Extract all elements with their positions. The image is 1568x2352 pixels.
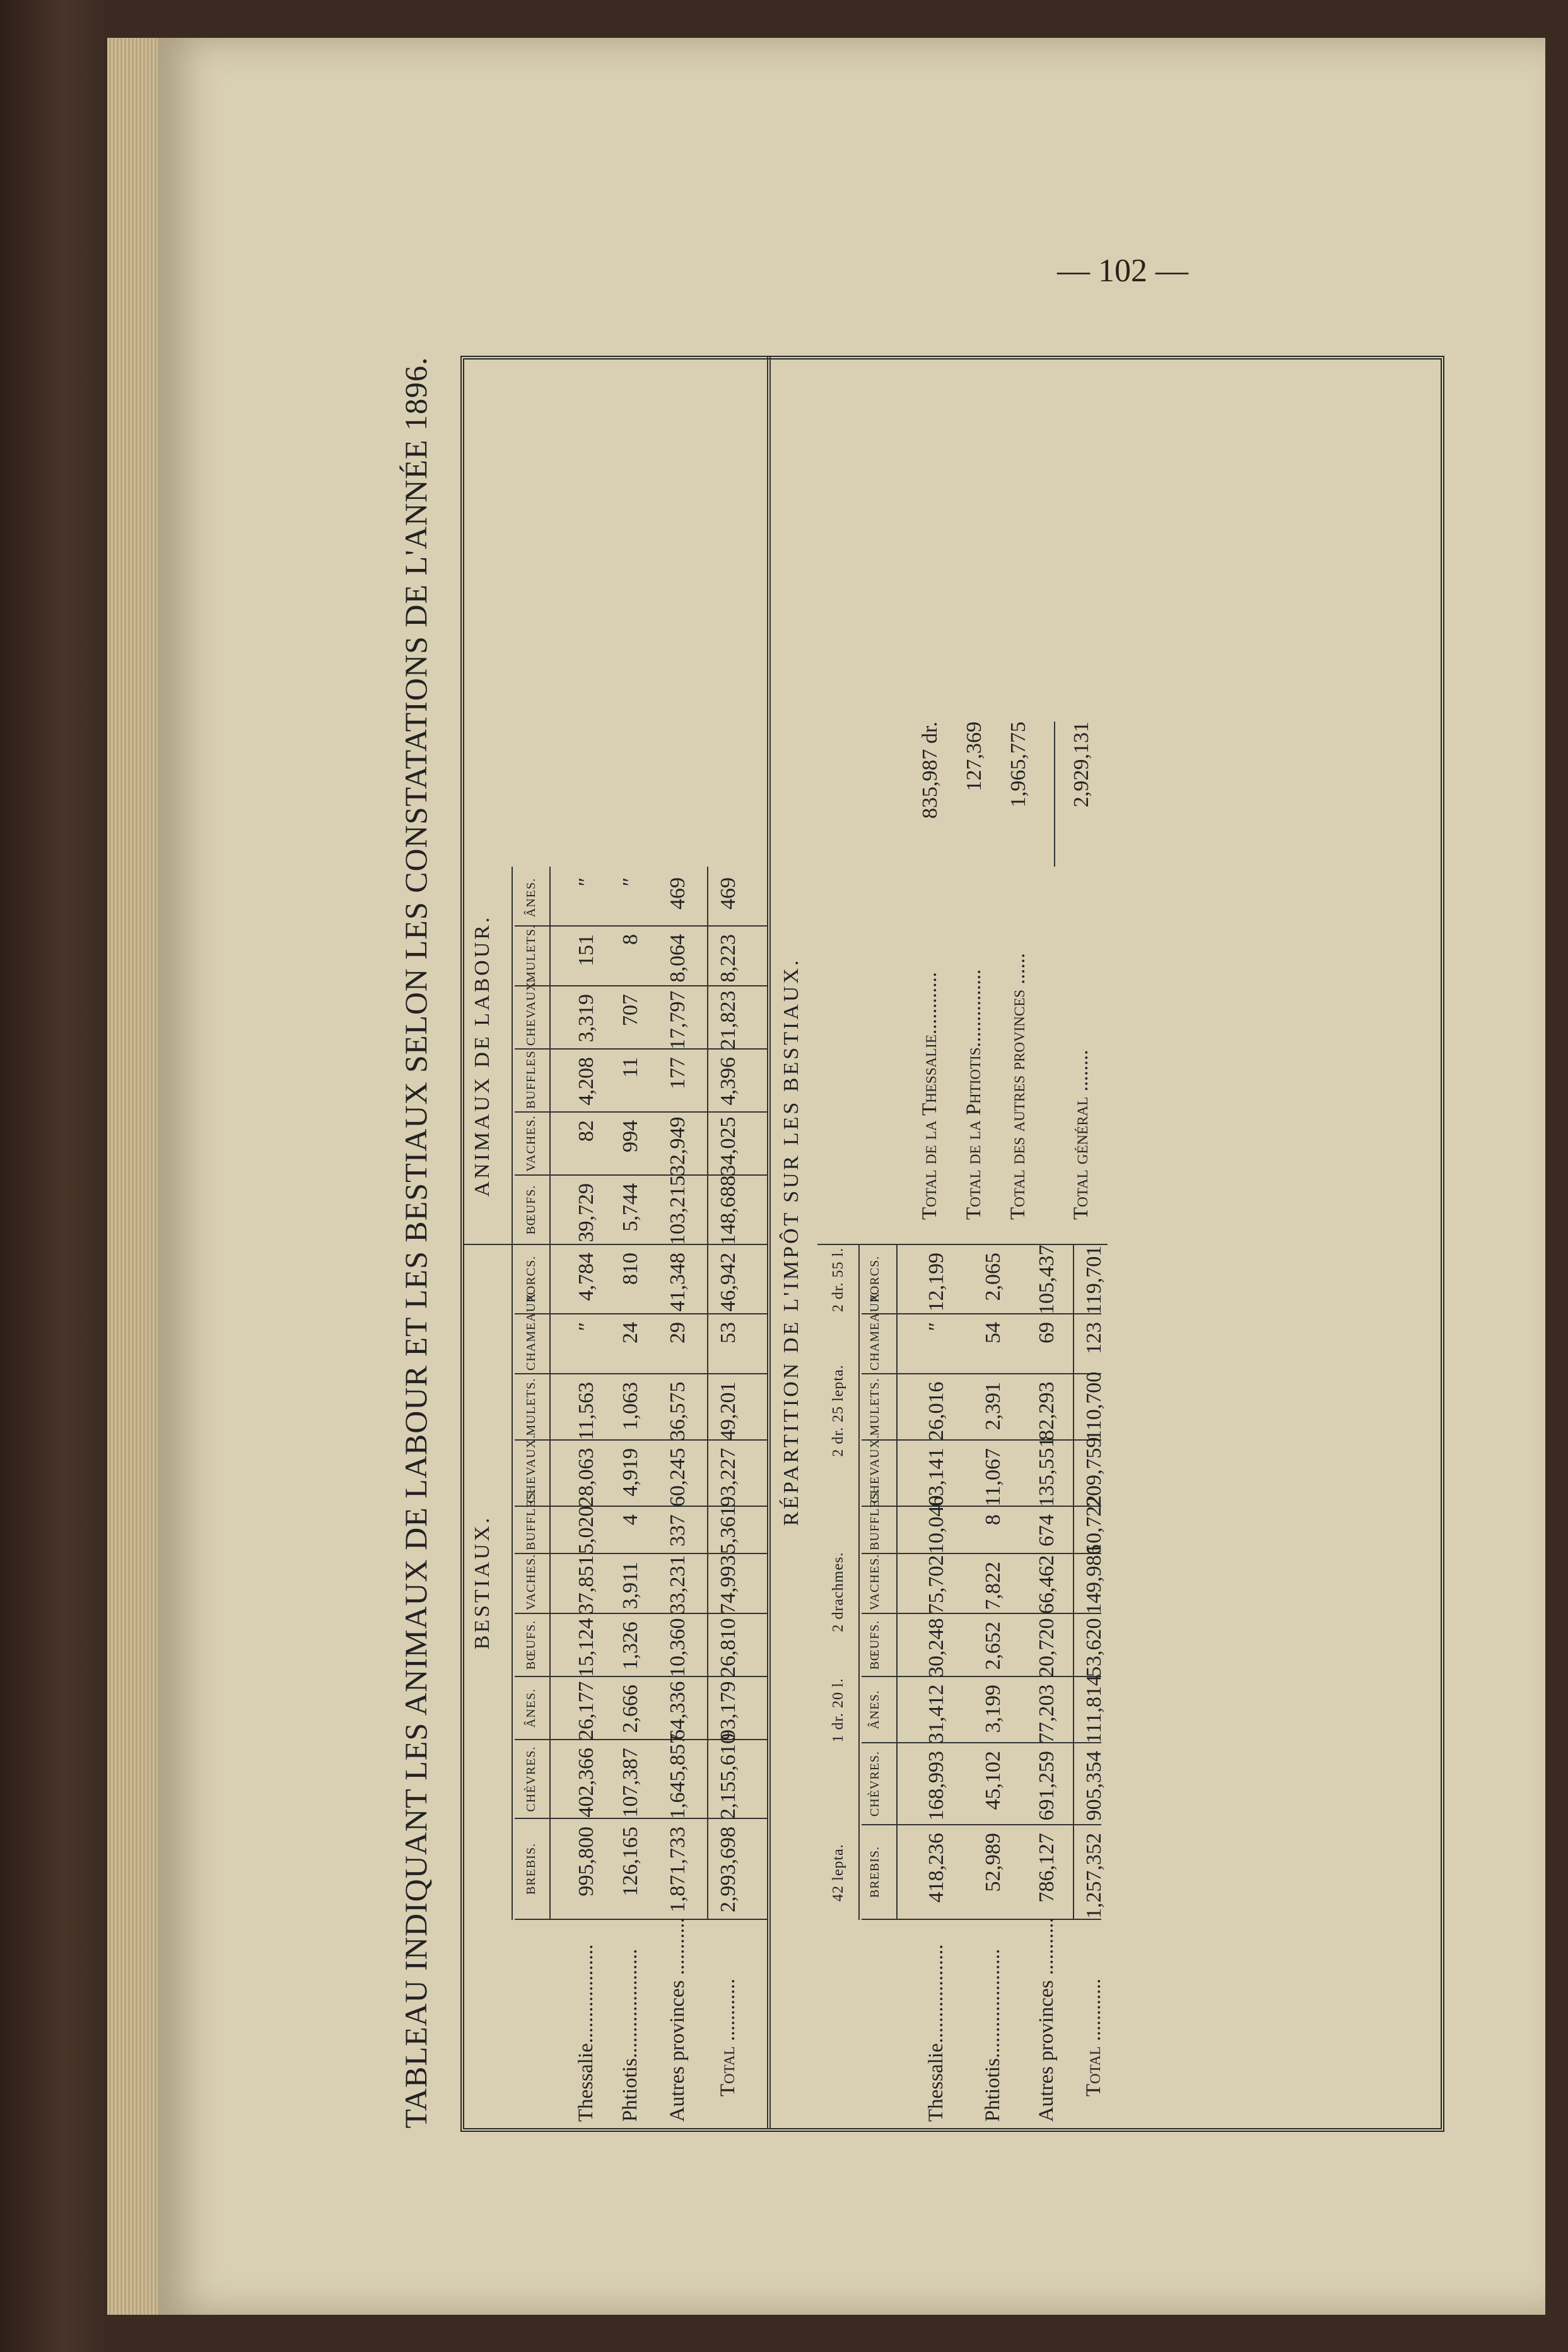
table-cell: 52,989 [981, 1833, 1005, 1892]
table-title: TABLEAU INDIQUANT LES ANIMAUX DE LABOUR ET LES BESTIAUX SELON LES CONSTATATIONS DE L'ANNÉE 1896. [398, 356, 433, 2129]
table-cell: 8,064 [666, 934, 689, 983]
table-cell: 151 [575, 934, 598, 966]
table-cell: 69 [1035, 1322, 1058, 1343]
column-header: CHEVAUX. [524, 977, 538, 1046]
header-rule [512, 867, 513, 1920]
table-cell: 24 [619, 1322, 642, 1343]
table-cell: 26,177 [575, 1681, 598, 1740]
table-cell: 707 [619, 994, 642, 1026]
column-header: BŒUFS. [524, 1620, 538, 1670]
total-label: Total des autres provinces ...... [1007, 953, 1029, 1220]
table-cell: 469 [717, 877, 740, 910]
row-label: Total ............ [717, 1979, 739, 2097]
column-header: PORCS. [868, 1255, 882, 1303]
table-cell: 418,236 [925, 1833, 948, 1903]
table-cell: 810 [619, 1253, 642, 1285]
table-cell: 177 [666, 1057, 689, 1089]
rotated-table-area [398, 353, 1482, 2132]
table-frame [460, 356, 1444, 2132]
total-general-rule [1054, 722, 1055, 867]
total-label: Total de la Thessalie............ [918, 972, 941, 1220]
table-cell: 49,201 [717, 1381, 740, 1441]
header-bottom-rule [896, 1245, 898, 1920]
table-cell: 31,412 [925, 1684, 948, 1743]
table-cell: 2,065 [981, 1253, 1005, 1301]
column-header: VACHES. [524, 1553, 538, 1610]
table-cell: 10,360 [666, 1618, 689, 1677]
table-cell: ″ [575, 1322, 598, 1331]
table-cell: 26,810 [717, 1618, 740, 1677]
table-cell: 1,645,857 [666, 1733, 689, 1819]
table-cell: 4,396 [717, 1057, 740, 1106]
column-header: MULETS. [524, 925, 538, 983]
table-cell: 4 [619, 1514, 642, 1525]
rate-group: 2 drachmes. [830, 1552, 846, 1632]
table-cell: 3,911 [619, 1562, 642, 1610]
table-cell: 994 [619, 1120, 642, 1152]
table-cell: 3,199 [981, 1685, 1005, 1733]
table-cell: 34,025 [717, 1116, 740, 1176]
column-header: CHÈVRES. [868, 1750, 882, 1817]
table-cell: 8,223 [717, 934, 740, 983]
table-cell: 66,462 [1035, 1555, 1058, 1614]
page-edges [107, 38, 164, 2315]
total-value: 835,987 dr. [918, 722, 942, 819]
book-spine [0, 0, 107, 2352]
table-cell: 123 [1082, 1322, 1106, 1354]
table-cell: 20,720 [1035, 1618, 1058, 1677]
table-cell: 209,759 [1082, 1437, 1106, 1507]
table-cell: 5,361 [717, 1506, 740, 1554]
table-cell: 5,744 [619, 1183, 642, 1232]
total-label: Total de la Phtiotis............... [962, 969, 985, 1220]
table-cell: 111,814 [1082, 1675, 1106, 1743]
table-cell: ″ [925, 1322, 948, 1331]
table-cell: 4,919 [619, 1448, 642, 1497]
table-cell: 103,215 [666, 1175, 689, 1245]
table-cell: 74,993 [717, 1555, 740, 1614]
table-cell: 39,729 [575, 1183, 598, 1243]
table-cell: 2,391 [981, 1382, 1005, 1431]
column-header: VACHES. [524, 1115, 538, 1172]
row-label: Total ............ [1082, 1979, 1105, 2097]
table-cell: 2,155,610 [717, 1733, 740, 1819]
column-header: CHAMEAUX. [868, 1289, 882, 1371]
total-value: 1,965,775 [1007, 722, 1030, 807]
column-header: ÂNES. [524, 1688, 538, 1728]
table-cell: 54 [981, 1322, 1005, 1343]
column-header: BŒUFS. [868, 1620, 882, 1670]
table-cell: 8 [619, 934, 642, 945]
table-cell: 3,319 [575, 994, 598, 1043]
total-value: 127,369 [962, 722, 986, 792]
table-cell: 77,203 [1035, 1684, 1058, 1743]
table-cell: 10,722 [1082, 1495, 1106, 1554]
table-cell: 402,366 [575, 1748, 598, 1818]
table-cell: 93,227 [717, 1448, 740, 1507]
rate-group: 2 dr. 25 lepta. [830, 1364, 846, 1457]
table-cell: 63,141 [925, 1448, 948, 1507]
column-header: CHÈVRES. [524, 1746, 538, 1812]
row-label: Phtiotis..................... [619, 1948, 641, 2122]
table-cell: 12,199 [925, 1253, 948, 1312]
table-cell: 674 [1035, 1514, 1058, 1547]
row-label: Thessalie................... [925, 1944, 947, 2122]
table-cell: 93,179 [717, 1681, 740, 1740]
column-header: BREBIS. [868, 1846, 882, 1899]
column-header: VACHES. [868, 1553, 882, 1610]
table-cell: 53,620 [1082, 1618, 1106, 1677]
table-cell: 469 [666, 877, 689, 910]
table-cell: 29 [666, 1322, 689, 1343]
row-label: Phtiotis..................... [981, 1948, 1004, 2122]
table-cell: 2,993,698 [717, 1827, 740, 1912]
table-cell: 17,797 [666, 990, 689, 1050]
table-cell: 11,563 [575, 1382, 598, 1441]
table-cell: 105,437 [1035, 1244, 1058, 1314]
table-cell: 8 [981, 1514, 1005, 1525]
column-header: CHEVAUX. [524, 1434, 538, 1503]
table-cell: 82 [575, 1120, 598, 1142]
table-cell: 1,257,352 [1082, 1833, 1106, 1919]
table-cell: 5,020 [575, 1506, 598, 1554]
column-header: BREBIS. [524, 1842, 538, 1895]
total-label: Total général ........ [1070, 1050, 1092, 1220]
section-divider [767, 356, 771, 2128]
row-label: Autres provinces ........... [666, 1917, 689, 2122]
table-cell: ″ [619, 877, 642, 887]
table-cell: 168,993 [925, 1751, 948, 1821]
table-cell: 4,784 [575, 1253, 598, 1301]
table-cell: 26,016 [925, 1381, 948, 1441]
table-cell: 149,986 [1082, 1544, 1106, 1614]
table-cell: 337 [666, 1514, 689, 1547]
rate-group: 42 lepta. [830, 1844, 846, 1902]
lower-title: RÉPARTITION DE L'IMPÔT SUR LES BESTIAUX. [780, 957, 803, 1526]
column-header: BUFFLES. [868, 1488, 882, 1550]
table-cell: 107,387 [619, 1748, 642, 1818]
rate-group: 1 dr. 20 l. [830, 1678, 846, 1743]
table-cell: 786,127 [1035, 1833, 1058, 1903]
table-cell: ″ [575, 877, 598, 887]
total-rule [707, 867, 708, 1920]
column-header: ÂNES. [524, 877, 538, 918]
table-cell: 1,871,733 [666, 1827, 689, 1912]
table-cell: 11 [619, 1057, 642, 1078]
column-header: MULETS. [524, 1378, 538, 1436]
header-bottom-rule [549, 867, 551, 1920]
table-cell: 691,259 [1035, 1751, 1058, 1821]
table-cell: 37,851 [575, 1555, 598, 1614]
table-cell: 1,063 [619, 1382, 642, 1431]
column-header: BŒUFS. [524, 1185, 538, 1235]
table-cell: 82,293 [1035, 1381, 1058, 1441]
table-cell: 36,575 [666, 1381, 689, 1441]
table-cell: 2,652 [981, 1622, 1005, 1670]
table-cell: 32,949 [666, 1116, 689, 1176]
table-cell: 30,248 [925, 1618, 948, 1677]
page-number: — 102 — [1057, 253, 1188, 289]
column-header: CHEVAUX. [868, 1434, 882, 1503]
table-cell: 119,701 [1082, 1245, 1106, 1314]
table-cell: 15,124 [575, 1618, 598, 1677]
table-cell: 21,823 [717, 990, 740, 1050]
column-header: BUFFLES. [524, 1046, 538, 1109]
table-cell: 1,326 [619, 1622, 642, 1670]
group-bestiaux: BESTIAUX. [471, 1515, 494, 1650]
row-label: Autres provinces ........... [1035, 1917, 1058, 2122]
column-header: ÂNES. [868, 1690, 882, 1729]
table-cell: 41,348 [666, 1253, 689, 1312]
table-cell: 45,102 [981, 1751, 1005, 1810]
table-cell: 75,702 [925, 1555, 948, 1614]
total-rule [1073, 1245, 1074, 1920]
table-cell: 905,354 [1082, 1751, 1106, 1821]
column-header: PORCS. [524, 1255, 538, 1303]
column-header: CHAMEAUX. [524, 1289, 538, 1371]
table-cell: 28,063 [575, 1448, 598, 1507]
table-cell: 148,688 [717, 1175, 740, 1245]
total-value: 2,929,131 [1070, 722, 1093, 807]
table-cell: 53 [717, 1322, 740, 1343]
table-cell: 60,245 [666, 1448, 689, 1507]
table-cell: 135,551 [1035, 1437, 1058, 1507]
table-cell: 995,800 [575, 1827, 598, 1897]
row-label: Thessalie................... [575, 1944, 597, 2122]
table-cell: 64,336 [666, 1681, 689, 1740]
table-cell: 4,208 [575, 1057, 598, 1106]
table-cell: 7,822 [981, 1562, 1005, 1610]
column-header: MULETS. [868, 1378, 882, 1436]
table-cell: 33,231 [666, 1555, 689, 1614]
table-cell: 46,942 [717, 1253, 740, 1312]
table-cell: 110,700 [1082, 1371, 1106, 1441]
rate-group: 2 dr. 55 l. [830, 1247, 846, 1313]
group-animaux-de-labour: ANIMAUX DE LABOUR. [471, 915, 494, 1197]
column-header: BUFFLES. [524, 1488, 538, 1550]
table-cell: 2,666 [619, 1685, 642, 1733]
column-rule [817, 1244, 1108, 1245]
table-cell: 126,165 [619, 1827, 642, 1897]
rate-rule [858, 1245, 860, 1920]
table-cell: 11,067 [981, 1448, 1005, 1507]
table-cell: 10,040 [925, 1495, 948, 1554]
